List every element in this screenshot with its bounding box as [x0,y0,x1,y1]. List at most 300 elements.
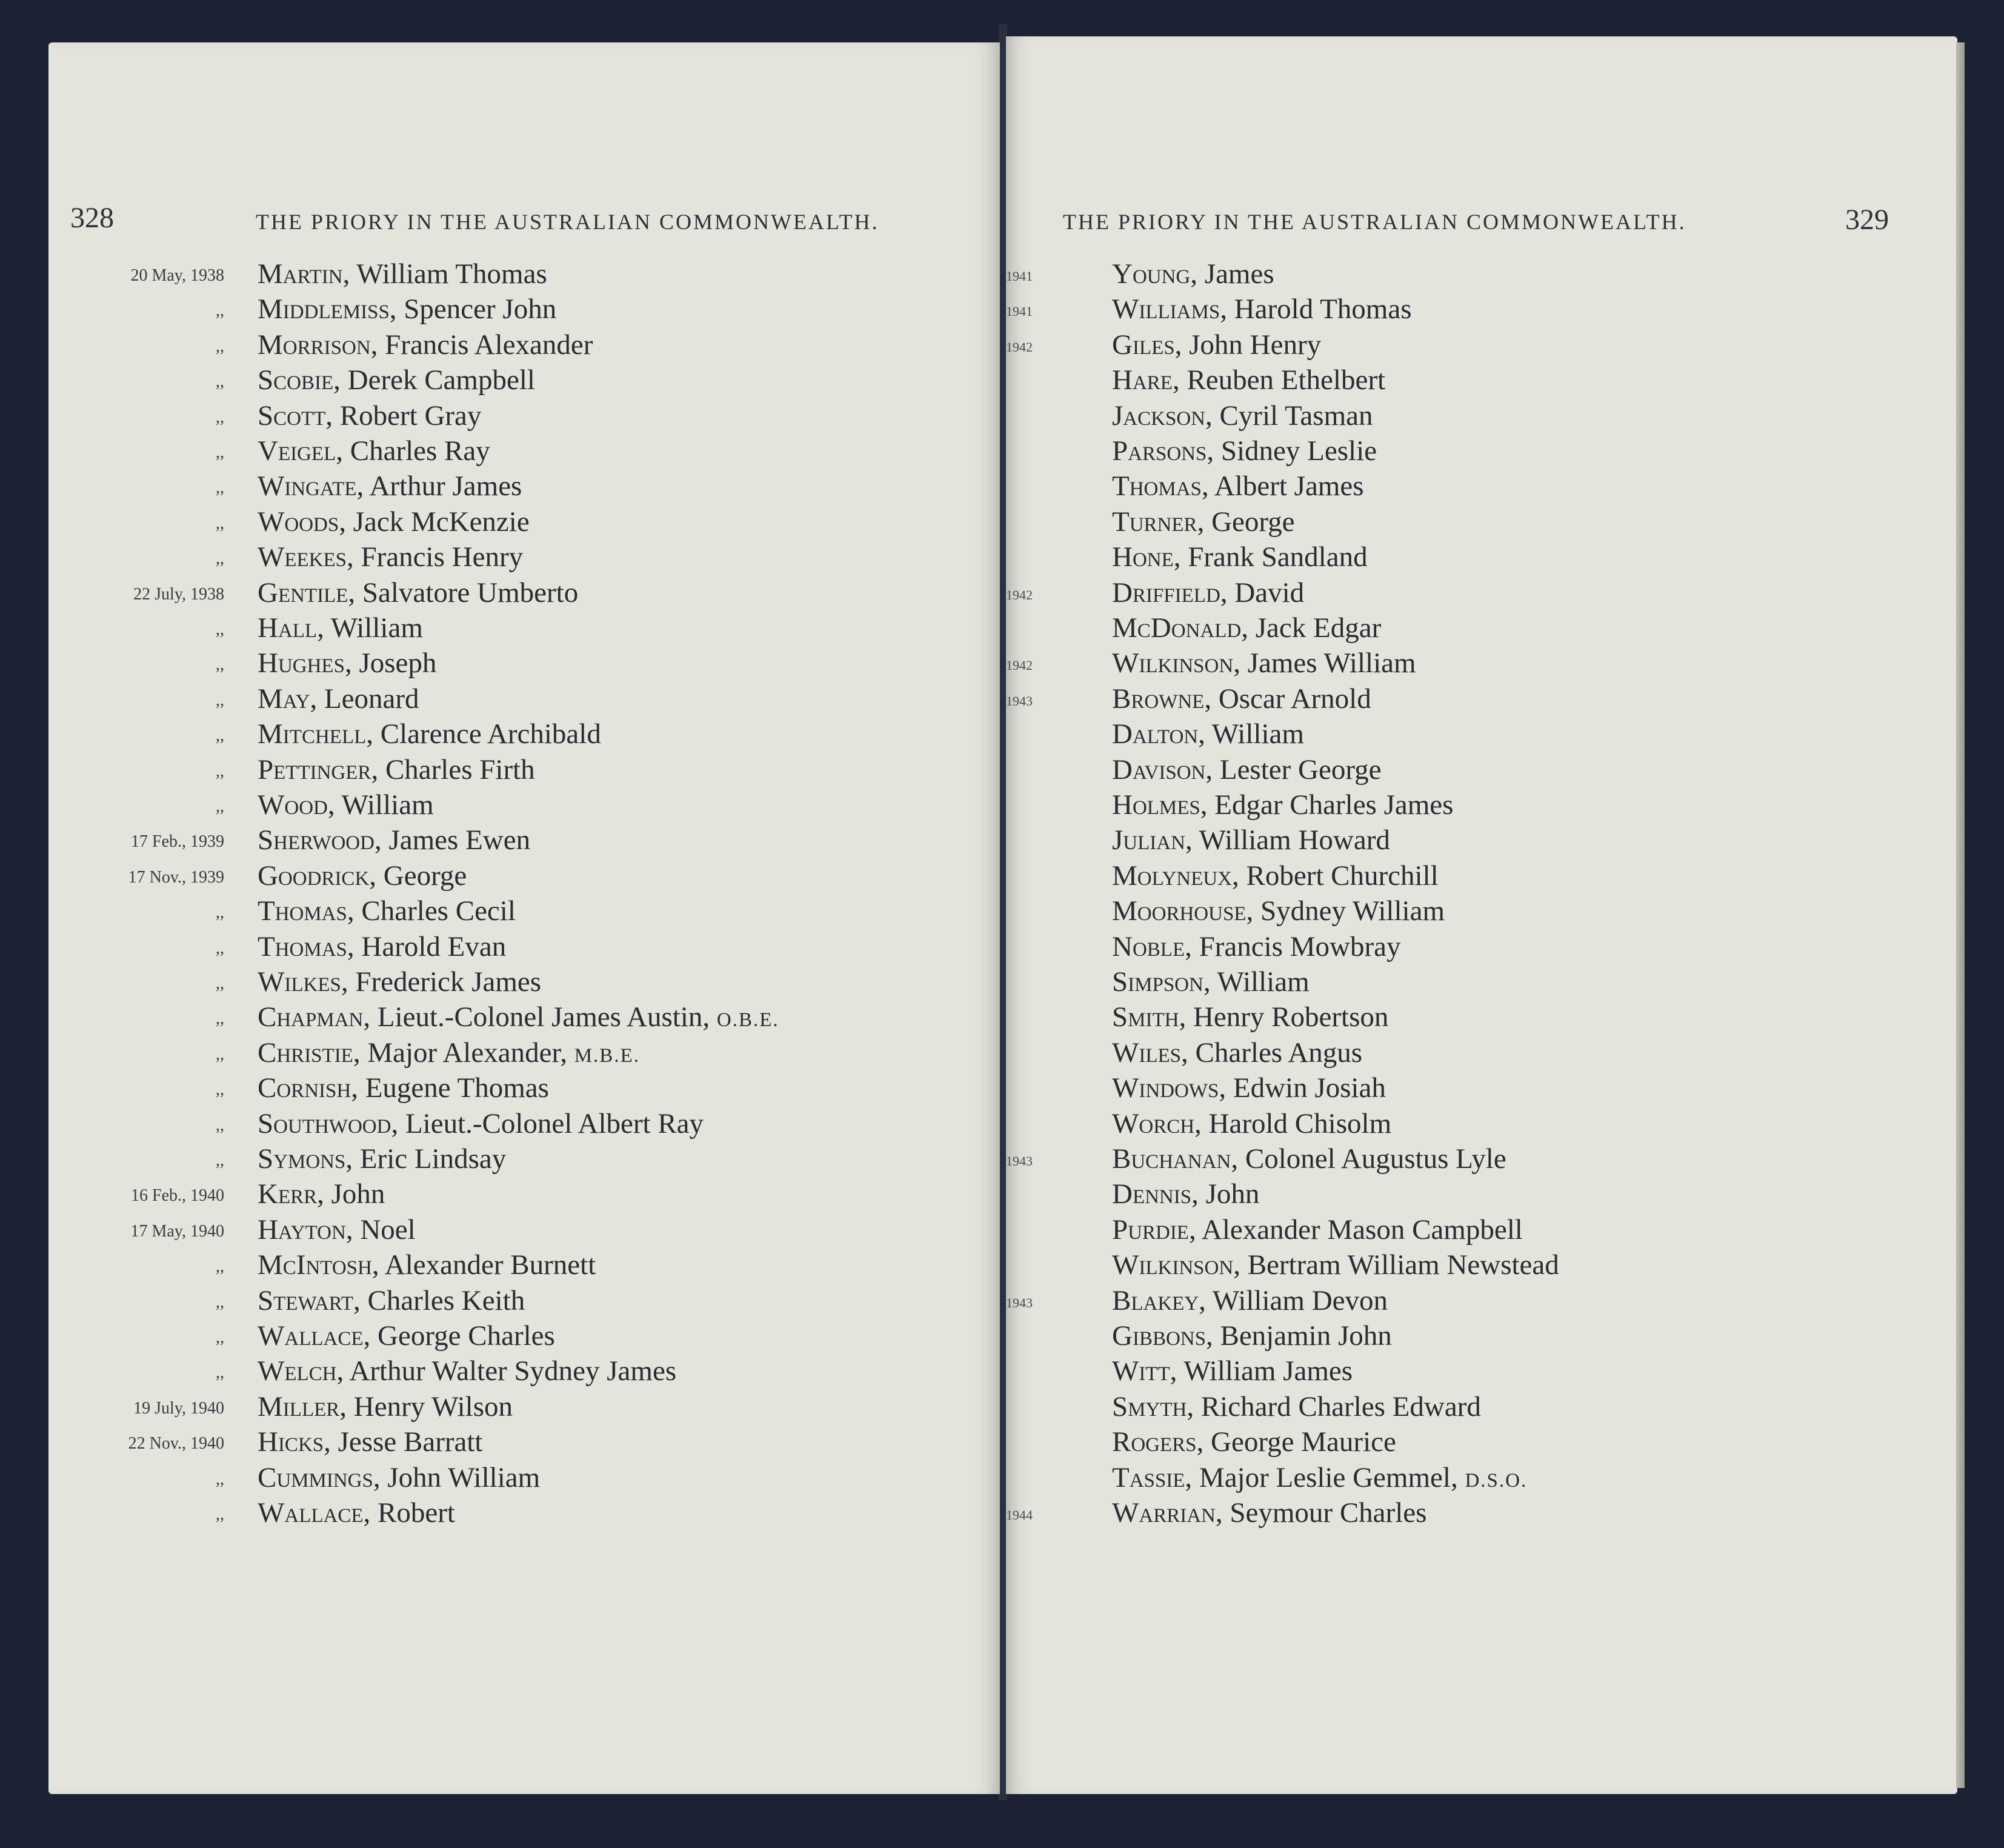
entry-date: 22 July, 1938 [133,584,224,604]
entry-date-cell [1006,1355,1097,1390]
list-item [1006,1355,1915,1390]
list-item [48,1001,957,1036]
list-item [48,258,957,293]
entry-date-cell [1006,576,1097,612]
entry-name: Stewart, Charles Keith [258,1284,525,1316]
entry-date-cell [48,470,224,505]
entry-surname: Hall [258,612,318,644]
entry-date-cell [1006,718,1097,753]
entry-name: Weekes, Francis Henry [258,541,524,573]
entry-postnominal: O.B.E. [716,1009,779,1032]
entry-date-cell [48,258,224,293]
entry-given-names: Harold Evan [361,930,507,962]
entry-name: Hall, William [258,612,423,644]
list-item [1006,1461,1915,1496]
left-page [48,42,1000,1794]
entry-name: Veigel, Charles Ray [258,435,490,467]
list-item [48,1284,957,1319]
entry-surname: Purdie [1112,1213,1189,1246]
entry-date-cell [48,1036,224,1072]
entry-surname: Gibbons [1112,1320,1206,1352]
entry-given-names: Henry Robertson [1193,1001,1389,1033]
list-item [48,541,957,576]
entry-date-cell [1006,824,1097,859]
entry-name: Symons, Eric Lindsay [258,1143,507,1175]
entry-date: 16 Feb., 1940 [131,1186,224,1206]
entry-name: Driffield, David [1112,576,1305,609]
list-item [1006,647,1915,682]
entry-surname: Cornish [258,1072,351,1104]
entry-given-names: Salvatore Umberto [362,576,579,609]
list-item [1006,1001,1915,1036]
entry-surname: Wingate [258,470,357,502]
list-item [48,505,957,541]
list-item [1006,859,1915,895]
entry-date-cell [1006,1001,1097,1036]
entry-given-names: Frank Sandland [1188,541,1368,573]
entry-surname: Young [1112,258,1191,290]
entry-name: Blakey, William Devon [1112,1284,1388,1316]
entry-date-cell [1006,966,1097,1001]
entry-name: Davison, Lester George [1112,753,1382,786]
entry-date: ,, [216,1363,224,1383]
list-item [1006,1213,1915,1249]
entry-surname: Veigel [258,435,336,467]
entry-name: Dennis, John [1112,1178,1260,1210]
list-item [48,612,957,647]
entry-name: Windows, Edwin Josiah [1112,1072,1386,1104]
list-item [48,329,957,364]
entry-name: Cornish, Eugene Thomas [258,1072,549,1104]
entry-given-names: John Henry [1189,329,1322,361]
entry-surname: Thomas [258,895,347,927]
entry-name: Thomas, Harold Evan [258,930,507,962]
entry-surname: Giles [1112,329,1175,361]
entry-date-cell [1006,1426,1097,1461]
entry-date-cell [1006,682,1097,718]
entry-surname: Wilkinson [1112,647,1234,679]
entry-surname: Southwood [258,1107,391,1139]
entry-given-names: Charles Angus [1195,1036,1362,1069]
entry-date-cell [1006,1284,1097,1319]
entry-surname: Wilkinson [1112,1249,1234,1281]
entry-surname: Worch [1112,1107,1195,1139]
entry-given-names: Sidney Leslie [1220,435,1377,467]
entry-date: ,, [216,407,224,427]
entry-name: Wood, William [258,789,434,821]
entry-name: Hughes, Joseph [258,647,437,679]
entry-date: ,, [216,1009,224,1029]
list-item [1006,1178,1915,1213]
entry-date: 1942 [1006,658,1033,673]
list-item [48,364,957,399]
entry-surname: Williams [1112,293,1220,325]
entry-date-cell [48,1249,224,1284]
entry-name: Wallace, George Charles [258,1320,555,1352]
list-item [1006,435,1915,470]
entry-surname: Rogers [1112,1426,1197,1458]
list-item [48,435,957,470]
entry-surname: Browne [1112,682,1205,715]
entry-surname: Scobie [258,364,334,396]
entry-surname: Wallace [258,1497,364,1529]
entry-surname: Thomas [1112,470,1202,502]
list-item [48,293,957,328]
entry-name: Dalton, William [1112,718,1304,750]
entry-surname: Parsons [1112,435,1207,467]
list-item [1006,966,1915,1001]
entry-given-names: Bertram William Newstead [1247,1249,1559,1281]
list-item [48,1426,957,1461]
entry-date: ,, [216,797,224,816]
entry-given-names: Arthur James [369,470,522,502]
list-item [1006,505,1915,541]
entry-given-names: Charles Firth [385,753,535,786]
entry-surname: Turner [1112,505,1197,538]
entry-given-names: Francis Henry [361,541,524,573]
running-head: THE PRIORY IN THE AUSTRALIAN COMMONWEALTH. [1063,210,1686,234]
entry-date-cell [1006,1390,1097,1426]
entry-surname: Wilkes [258,966,341,998]
entry-name: Moorhouse, Sydney William [1112,895,1445,927]
entry-given-names: Harold Chisolm [1208,1107,1392,1139]
entry-date: ,, [216,1292,224,1312]
running-head: THE PRIORY IN THE AUSTRALIAN COMMONWEALTH. [256,210,879,234]
entry-surname: Windows [1112,1072,1219,1104]
entry-name: Mitchell, Clarence Archibald [258,718,601,750]
entry-surname: Pettinger [258,753,371,786]
entry-surname: Christie [258,1036,353,1069]
entry-name: Jackson, Cyril Tasman [1112,399,1373,432]
entry-given-names: James William [1247,647,1416,679]
entry-name: Parsons, Sidney Leslie [1112,435,1377,467]
entry-date-cell [1006,399,1097,435]
list-item [48,930,957,966]
entry-name: Southwood, Lieut.-Colonel Albert Ray [258,1107,704,1139]
entry-surname: Miller [258,1390,340,1423]
list-item [48,576,957,612]
entry-name: Williams, Harold Thomas [1112,293,1412,325]
list-item [1006,930,1915,966]
entry-given-names: Lieut.-Colonel Albert Ray [405,1107,704,1139]
entry-surname: Witt [1112,1355,1170,1387]
entry-surname: Wallace [258,1320,364,1352]
list-item [1006,293,1915,328]
list-item [1006,718,1915,753]
list-item [48,1107,957,1142]
entry-date-cell [48,1072,224,1107]
entry-surname: Driffield [1112,576,1220,609]
entry-date-cell [48,505,224,541]
entry-given-names: Albert James [1214,470,1364,502]
entry-date-cell [1006,364,1097,399]
entry-surname: Hone [1112,541,1174,573]
entry-given-names: Noel [360,1213,416,1246]
entry-given-names: George [383,859,467,892]
entry-given-names: Cyril Tasman [1219,399,1373,432]
entry-date: ,, [216,443,224,462]
entry-date-cell [1006,612,1097,647]
entry-given-names: Jesse Barratt [338,1426,483,1458]
entry-surname: Hicks [258,1426,324,1458]
entry-name: Gentile, Salvatore Umberto [258,576,579,609]
entry-given-names: Major Alexander, [367,1036,567,1069]
entry-surname: Stewart [258,1284,353,1316]
entry-surname: Thomas [258,930,347,962]
entry-date: ,, [216,372,224,392]
entry-name: Buchanan, Colonel Augustus Lyle [1112,1143,1506,1175]
entry-surname: McDonald [1112,612,1242,644]
entry-given-names: William [341,789,434,821]
entry-surname: Martin [258,258,343,290]
entry-date-cell [48,1142,224,1178]
entry-surname: McIntosh [258,1249,372,1281]
entry-date-cell [48,399,224,435]
entry-date-cell [1006,435,1097,470]
list-item [1006,1036,1915,1072]
entry-given-names: Clarence Archibald [380,718,601,750]
list-item [1006,753,1915,789]
entry-surname: Wiles [1112,1036,1182,1069]
entry-name: Smyth, Richard Charles Edward [1112,1390,1481,1423]
entry-given-names: Frederick James [355,966,542,998]
entry-date-cell [1006,541,1097,576]
entry-date-cell [1006,505,1097,541]
entry-date: 1944 [1006,1507,1033,1523]
entry-given-names: Charles Keith [367,1284,525,1316]
entry-surname: Dalton [1112,718,1199,750]
list-item [48,1213,957,1249]
entry-date-cell [48,364,224,399]
list-item [48,1390,957,1426]
entry-given-names: George Maurice [1211,1426,1396,1458]
entry-given-names: David [1234,576,1305,609]
entry-given-names: James Ewen [388,824,531,856]
list-item [1006,399,1915,435]
entry-given-names: Spencer John [404,293,557,325]
entry-date-cell [1006,895,1097,930]
entry-given-names: Reuben Ethelbert [1187,364,1386,396]
entry-name: Wilkinson, James William [1112,647,1416,679]
entry-date-cell [1006,1107,1097,1142]
entry-given-names: Edgar Charles James [1214,789,1454,821]
list-item [1006,1107,1915,1142]
entry-given-names: James [1204,258,1274,290]
entry-surname: Molyneux [1112,859,1232,892]
entry-date-cell [1006,647,1097,682]
entry-date: ,, [216,1257,224,1276]
entry-date-cell [48,1461,224,1496]
list-item [48,895,957,930]
list-item [48,1249,957,1284]
entry-date-cell [1006,258,1097,293]
entry-given-names: Major Leslie Gemmel, [1199,1461,1458,1493]
entry-given-names: William Howard [1199,824,1390,856]
entry-date-cell [1006,470,1097,505]
right-page [1006,36,1957,1794]
entry-name: May, Leonard [258,682,419,715]
entry-name: Browne, Oscar Arnold [1112,682,1371,715]
entry-name: Wiles, Charles Angus [1112,1036,1362,1069]
entry-date-cell [48,293,224,328]
list-item [1006,1390,1915,1426]
list-item [1006,1496,1915,1532]
entry-name: Warrian, Seymour Charles [1112,1497,1427,1529]
entry-name: Molyneux, Robert Churchill [1112,859,1439,892]
list-item [48,859,957,895]
entry-date-cell [48,859,224,895]
entry-date: ,, [216,690,224,710]
list-item [48,1142,957,1178]
entry-given-names: Robert Churchill [1246,859,1439,892]
entry-given-names: Eugene Thomas [365,1072,549,1104]
entry-given-names: Francis Mowbray [1199,930,1401,962]
list-item [1006,1319,1915,1355]
entry-name: Smith, Henry Robertson [1112,1001,1389,1033]
entry-name: Pettinger, Charles Firth [258,753,535,786]
list-item [1006,541,1915,576]
entry-date: 17 May, 1940 [130,1221,224,1241]
entry-date-cell [48,1001,224,1036]
entry-date: ,, [216,1469,224,1489]
entry-date: ,, [216,549,224,569]
list-item [48,1178,957,1213]
entry-date-cell [48,329,224,364]
entry-date-cell [1006,293,1097,328]
entry-name: Miller, Henry Wilson [258,1390,513,1423]
entry-date-cell [48,1284,224,1319]
page-edge [1956,42,1965,1788]
list-item [1006,1426,1915,1461]
entry-date-cell [48,541,224,576]
list-item [1006,895,1915,930]
entry-date-cell [1006,753,1097,789]
entry-date-cell [1006,1249,1097,1284]
entry-surname: Dennis [1112,1178,1192,1210]
entry-date-cell [48,930,224,966]
entry-date-cell [48,435,224,470]
entry-surname: Tassie [1112,1461,1185,1493]
entry-postnominal: M.B.E. [574,1044,640,1067]
list-item [1006,1284,1915,1319]
list-item [48,718,957,753]
entry-name: Hicks, Jesse Barratt [258,1426,483,1458]
list-item [1006,364,1915,399]
list-item [1006,1072,1915,1107]
entry-given-names: Arthur Walter Sydney James [349,1355,677,1387]
entry-date: 1942 [1006,587,1033,602]
entry-given-names: Sydney William [1260,895,1445,927]
entry-date-cell [48,1178,224,1213]
entry-given-names: Charles Ray [350,435,490,467]
entry-given-names: Lieut.-Colonel James Austin, [377,1001,710,1033]
entry-surname: Scott [258,399,326,432]
entry-date: 17 Feb., 1939 [131,832,224,852]
entry-surname: Buchanan [1112,1143,1231,1175]
entry-name: Giles, John Henry [1112,329,1322,361]
entry-surname: Mitchell [258,718,367,750]
entry-date-cell [1006,1178,1097,1213]
entry-surname: Hayton [258,1213,346,1246]
entry-date-cell [48,718,224,753]
entry-given-names: Jack Edgar [1255,612,1382,644]
entry-name: Scott, Robert Gray [258,399,482,432]
entry-date: 1941 [1006,304,1033,319]
entry-date: ,, [216,478,224,498]
entry-date: ,, [216,1080,224,1099]
entry-name: Wallace, Robert [258,1497,455,1529]
entry-date: 1941 [1006,269,1033,284]
entry-surname: May [258,682,310,715]
entry-name: McIntosh, Alexander Burnett [258,1249,596,1281]
entry-given-names: Joseph [359,647,437,679]
entry-date: ,, [216,620,224,639]
entry-date-cell [1006,1319,1097,1355]
entry-date-cell [48,1390,224,1426]
entry-name: Thomas, Charles Cecil [258,895,516,927]
entry-date: ,, [216,1328,224,1347]
entry-given-names: John [331,1178,385,1210]
entry-name: Hare, Reuben Ethelbert [1112,364,1386,396]
entry-date-cell [48,895,224,930]
entry-surname: Weekes [258,541,347,573]
list-item [1006,329,1915,364]
list-item [48,470,957,505]
entry-given-names: Alexander Burnett [384,1249,596,1281]
entry-date: 1943 [1006,693,1033,709]
entry-date-cell [1006,1036,1097,1072]
entry-given-names: John William [387,1461,541,1493]
entry-given-names: William Devon [1212,1284,1388,1316]
entry-date-cell [48,789,224,824]
entry-given-names: William [330,612,423,644]
list-item [48,647,957,682]
entry-surname: Wood [258,789,328,821]
entry-date: ,, [216,336,224,356]
entry-name: Witt, William James [1112,1355,1353,1387]
entry-name: McDonald, Jack Edgar [1112,612,1382,644]
entry-given-names: Francis Alexander [385,329,593,361]
entry-surname: Holmes [1112,789,1200,821]
entry-date-cell [1006,1496,1097,1532]
entry-name: Rogers, George Maurice [1112,1426,1396,1458]
entry-name: Hayton, Noel [258,1213,416,1246]
entry-given-names: Oscar Arnold [1218,682,1371,715]
entry-name: Christie, Major Alexander, M.B.E. [258,1036,640,1069]
list-item [48,399,957,435]
entry-date-cell [48,1107,224,1142]
entry-date: ,, [216,1044,224,1064]
entry-name: Julian, William Howard [1112,824,1390,856]
entry-surname: Gentile [258,576,348,609]
entry-surname: Moorhouse [1112,895,1247,927]
entry-surname: Simpson [1112,966,1203,998]
entry-given-names: Edwin Josiah [1233,1072,1386,1104]
entry-date: 1942 [1006,339,1033,355]
entry-date: ,, [216,903,224,922]
entry-surname: Smith [1112,1001,1179,1033]
entry-date-cell [48,1319,224,1355]
entry-name: Wilkinson, Bertram William Newstead [1112,1249,1559,1281]
entry-given-names: Alexander Mason Campbell [1201,1213,1523,1246]
entry-name: Thomas, Albert James [1112,470,1364,502]
entry-given-names: George [1211,505,1295,538]
list-item [48,789,957,824]
entry-date-cell [1006,789,1097,824]
entry-given-names: Leonard [324,682,419,715]
entry-given-names: Jack McKenzie [353,505,530,538]
entry-given-names: Benjamin John [1220,1320,1392,1352]
